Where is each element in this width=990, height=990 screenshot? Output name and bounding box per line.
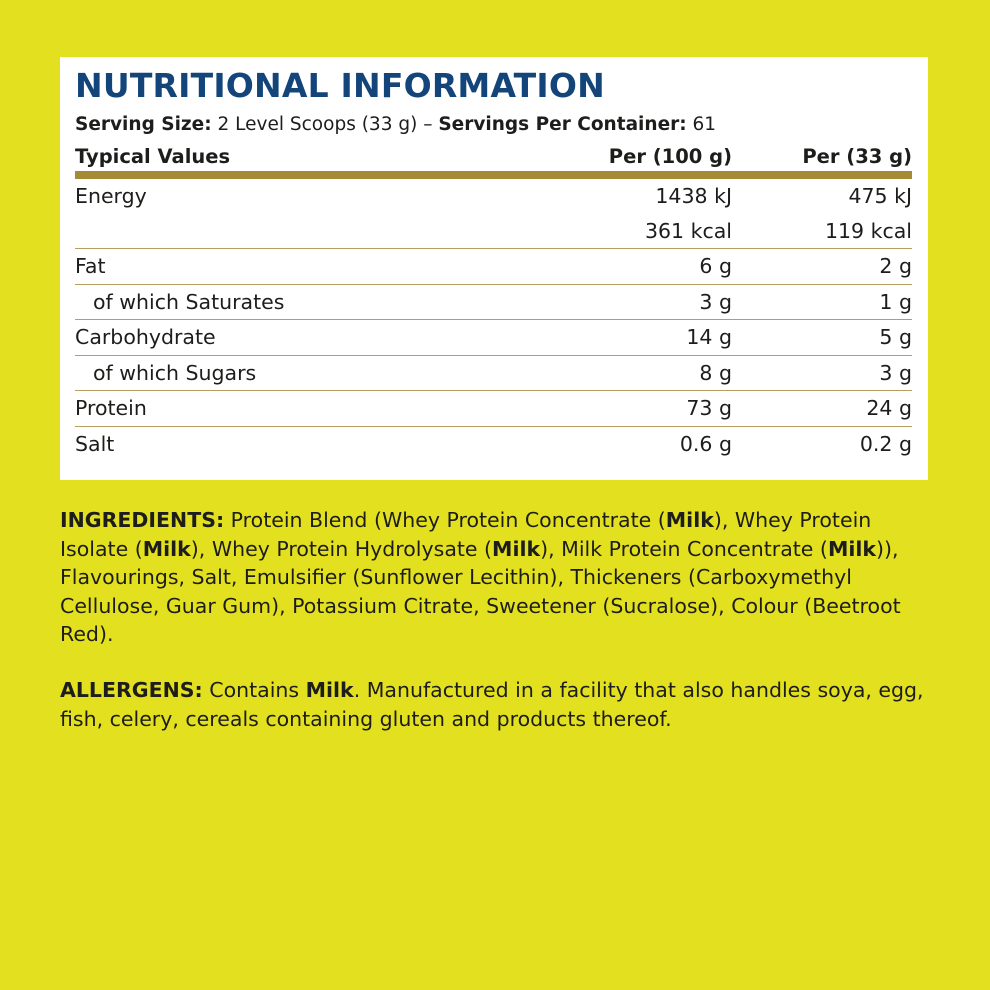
table-row (75, 355, 912, 391)
table-row (75, 214, 912, 249)
row-label: of which Saturates (75, 284, 552, 320)
col-header-per-33g: Per (33 g) (802, 144, 912, 168)
row-per-33g: 3 g (732, 355, 912, 391)
table-row (75, 320, 912, 356)
ingredients-part: )), Flavourings, Salt, Emulsifier (Sunflower Lecithin), Thickeners (Carboxymethyl Cellulose, Guar Gum), Potassium Citrate, Sweetener (Sucralose), Colour (Beetroot Red). (60, 536, 901, 646)
ingredients-part: ), Whey Protein Hydrolysate ( (190, 536, 493, 561)
ingredients-heading: INGREDIENTS: (60, 508, 225, 532)
row-per-100g: 3 g (552, 284, 732, 320)
allergen-milk: Milk (665, 508, 714, 532)
allergen-milk: Milk (142, 536, 191, 561)
table-row (75, 391, 912, 427)
allergens-part: . Manufactured in a facility that also handles soya, egg, fish, celery, cereals containing gluten and products thereof. (60, 678, 924, 731)
table-row (75, 426, 912, 461)
row-per-33g: 24 g (732, 391, 912, 427)
nutrition-panel (60, 57, 928, 480)
allergen-milk: Milk (305, 678, 354, 702)
ingredients-part: ), Milk Protein Concentrate ( (540, 536, 828, 561)
serving-size-label: Serving Size: (75, 114, 212, 135)
allergens-part: Contains (202, 678, 306, 702)
row-per-100g: 8 g (552, 355, 732, 391)
row-label: Salt (75, 431, 115, 456)
row-per-33g: 2 g (732, 249, 912, 285)
table-row (75, 284, 912, 320)
row-per-33g: 5 g (732, 320, 912, 356)
col-header-typical-values: Typical Values (75, 144, 231, 168)
ingredients-text (60, 506, 940, 649)
row-label (75, 214, 552, 249)
allergen-milk: Milk (827, 536, 877, 561)
allergens-heading: ALLERGENS: (60, 678, 203, 702)
serving-info (75, 113, 912, 137)
row-per-100g: 14 g (552, 320, 732, 356)
table-row (75, 249, 912, 285)
col-header-per-100g: Per (100 g) (608, 144, 732, 168)
servings-per-container-value: 61 (692, 114, 717, 135)
nutrition-table (75, 143, 912, 461)
row-per-33g: 119 kcal (732, 214, 912, 249)
row-label: of which Sugars (75, 355, 552, 391)
row-per-33g: 0.2 g (859, 431, 912, 456)
row-per-100g: 0.6 g (679, 431, 732, 456)
ingredients-part: Protein Blend (Whey Protein Concentrate ( (224, 508, 666, 532)
allergens-text (60, 676, 940, 733)
row-per-100g: 1438 kJ (655, 184, 732, 209)
ingredients-part: ), Whey Protein Isolate ( (60, 508, 872, 561)
row-per-33g: 1 g (732, 284, 912, 320)
table-row (75, 175, 912, 214)
row-label: Fat (75, 249, 552, 285)
allergen-milk: Milk (492, 536, 541, 561)
row-label: Energy (75, 184, 147, 209)
row-per-100g: 361 kcal (552, 214, 732, 249)
row-per-100g: 6 g (552, 249, 732, 285)
row-label: Protein (75, 391, 552, 427)
row-label: Carbohydrate (75, 320, 552, 356)
table-header-row (75, 143, 912, 175)
serving-size-value: 2 Level Scoops (33 g) (217, 114, 418, 135)
nutrition-title: NUTRITIONAL INFORMATION (75, 66, 605, 105)
row-per-100g: 73 g (552, 391, 732, 427)
servings-per-container-label: Servings Per Container: (438, 114, 687, 135)
row-per-33g: 475 kJ (848, 184, 912, 209)
serving-separator: – (423, 114, 433, 135)
